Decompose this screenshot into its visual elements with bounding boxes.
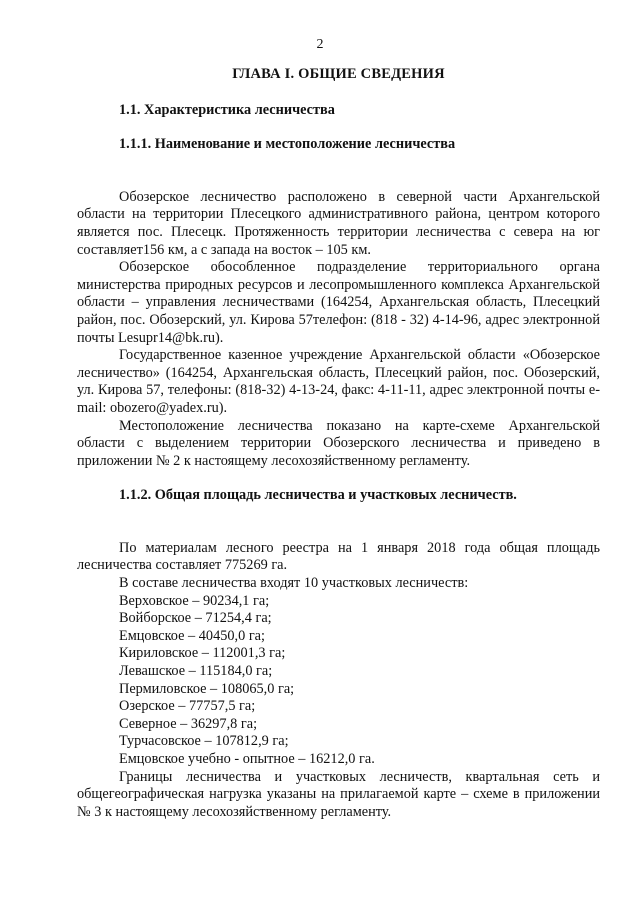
list-item: Емцовское – 40450,0 га;	[119, 627, 265, 644]
list-item: Войборское – 71254,4 га;	[119, 610, 272, 627]
document-body	[77, 66, 600, 821]
list-item: Емцовское учебно - опытное – 16212,0 га.	[119, 751, 375, 767]
list-item: Кириловское – 112001,3 га;	[119, 645, 286, 662]
section-heading-characteristics: 1.1. Характеристика лесничества	[119, 101, 335, 118]
paragraph-gap	[77, 171, 600, 189]
subsection-heading-area: 1.1.2. Общая площадь лесничества и участковых лесничеств.	[119, 487, 517, 504]
paragraph-location: Обозерское лесничество расположено в северной части Архангельской области на территории Плесецкого административного района, центром которого является пос. Плесецк. Протяженность территории лесничества с севера на юг составляет156 км, а с запада на восток – 105 км.	[77, 188, 600, 258]
list-item: Турчасовское – 107812,9 га;	[119, 733, 289, 750]
list-item: Северное – 36297,8 га;	[119, 715, 258, 732]
district-list	[77, 593, 600, 769]
list-item: Пермиловское – 108065,0 га;	[119, 680, 295, 697]
paragraph-boundaries: Границы лесничества и участковых лесничеств, квартальная сеть и общегеографическая нагрузка указаны на прилагаемой карте – схеме в приложении № 3 к настоящему лесохозяйственному регламенту.	[77, 768, 600, 820]
paragraph-state-institution: Государственное казенное учреждение Архангельской области «Обозерское лесничество» (164254, Архангельская область, Плесецкий район, пос. Обозерский, ул. Кирова 57, телефоны: (818-32) 4-13-24, факс: 4-11-11, адрес электронной почты e-mail: obozero@yadex.ru).	[77, 347, 600, 416]
paragraph-subdivision: Обозерское обособленное подразделение территориального органа министерства природных ресурсов и лесопромышленного комплекса Архангельской области – управления лесничествами (164254, Архангельская область, Плесецкий район, пос. Обозерский, ул. Кирова 57телефон: (818 - 32) 4-14-96, адрес электронной почты Lesupr14@bk.ru).	[77, 259, 600, 346]
district-list-intro: В составе лесничества входят 10 участковых лесничеств:	[119, 575, 469, 592]
list-item: Озерское – 77757,5 га;	[119, 698, 256, 715]
list-item: Верховское – 90234,1 га;	[119, 592, 270, 609]
paragraph-map-reference: Местоположение лесничества показано на карте-схеме Архангельской области с выделением территории Обозерского лесничества и приведено в приложении № 2 к настоящему лесохозяйственному регламенту.	[77, 417, 600, 469]
paragraph-gap	[77, 522, 600, 540]
paragraph-total-area: По материалам лесного реестра на 1 января 2018 года общая площадь лесничества составляет 775269 га.	[77, 539, 600, 574]
list-item: Левашское – 115184,0 га;	[119, 663, 273, 680]
chapter-title: ГЛАВА I. ОБЩИЕ СВЕДЕНИЯ	[232, 66, 445, 82]
page-number: 2	[316, 37, 324, 52]
subsection-heading-name-location: 1.1.1. Наименование и местоположение лесничества	[119, 136, 456, 153]
